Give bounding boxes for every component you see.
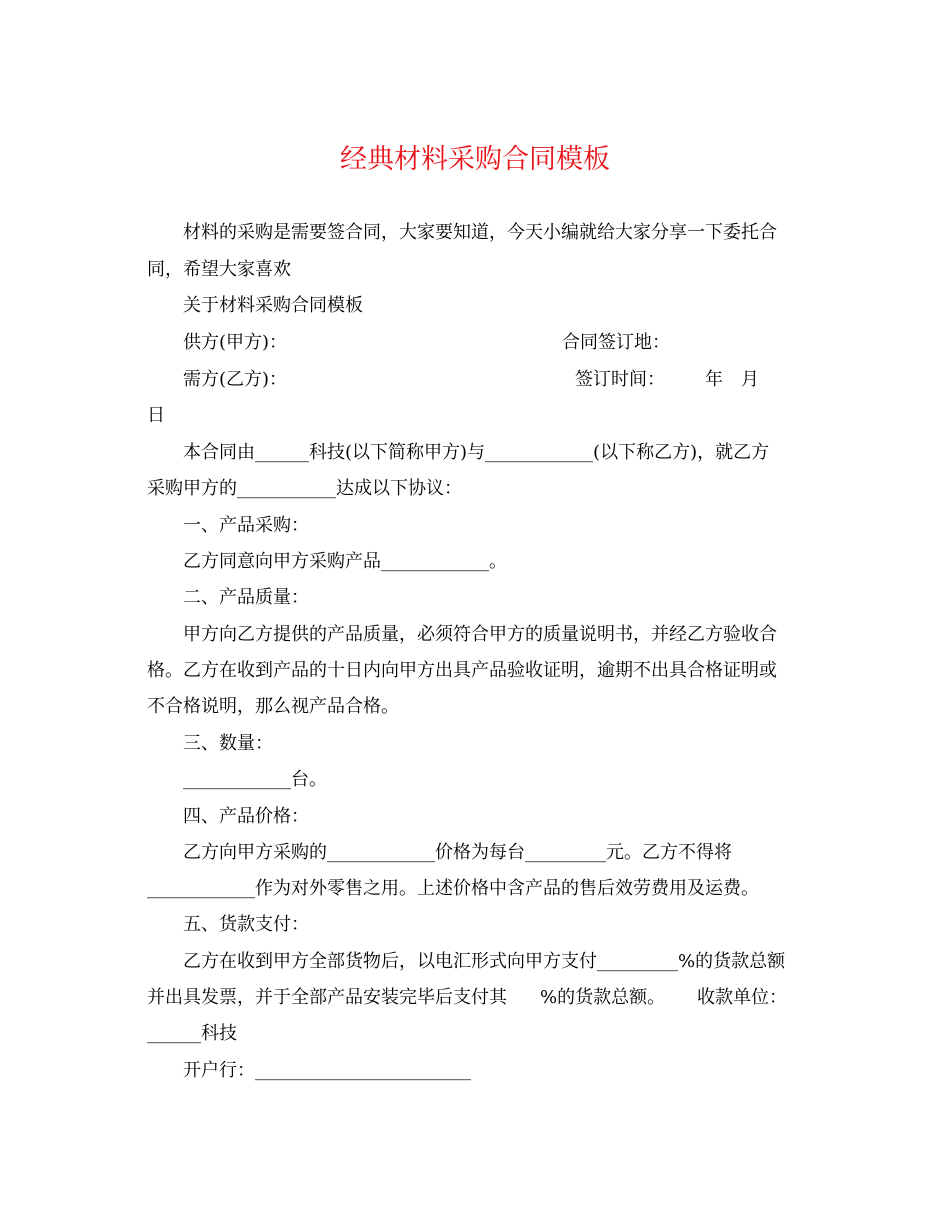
document-title: 经典材料采购合同模板 bbox=[340, 144, 610, 175]
month-label: 月 bbox=[741, 369, 759, 390]
section-2-heading: 二、产品质量： bbox=[183, 587, 309, 608]
section-3-heading: 三、数量： bbox=[183, 733, 273, 754]
section-4-heading: 四、产品价格： bbox=[183, 806, 309, 827]
section-1-heading: 一、产品采购： bbox=[183, 515, 309, 536]
preamble-line-1: 本合同由______科技(以下简称甲方)与____________(以下称乙方)，就乙方 bbox=[183, 442, 770, 463]
section-2-body-2: 格。乙方在收到产品的十日内向甲方出具产品验收证明，逾期不出具合格证明或 bbox=[147, 660, 777, 681]
buyer-label: 需方(乙方)： bbox=[183, 369, 288, 390]
supplier-label: 供方(甲方)： bbox=[183, 332, 288, 353]
section-4-body-1: 乙方向甲方采购的____________价格为每台_________元。乙方不得将 bbox=[183, 842, 732, 863]
year-label: 年 bbox=[705, 369, 723, 390]
payee-label: 收款单位： bbox=[697, 987, 787, 1008]
section-2-body-3: 不合格说明，那么视产品合格。 bbox=[147, 696, 399, 717]
section-5-body-2: 并出具发票，并于全部产品安装完毕后支付其 bbox=[147, 987, 507, 1008]
section-5-body-1: 乙方在收到甲方全部货物后，以电汇形式向甲方支付_________%的货款总额 bbox=[183, 951, 786, 972]
section-5-body-2b: %的货款总额。 bbox=[540, 987, 666, 1008]
sign-place-label: 合同签订地： bbox=[562, 332, 670, 353]
section-2-body-1: 甲方向乙方提供的产品质量，必须符合甲方的质量说明书，并经乙方验收合 bbox=[183, 624, 777, 645]
section-1-body: 乙方同意向甲方采购产品____________。 bbox=[183, 551, 507, 572]
day-label: 日 bbox=[147, 405, 165, 426]
section-3-body: ____________台。 bbox=[183, 769, 327, 790]
intro-line-1: 材料的采购是需要签合同，大家要知道，今天小编就给大家分享一下委托合 bbox=[183, 222, 777, 243]
section-5-body-3: ______科技 bbox=[147, 1023, 237, 1044]
section-4-body-2: ____________作为对外零售之用。上述价格中含产品的售后效劳费用及运费。 bbox=[147, 878, 759, 899]
section-5-heading: 五、货款支付： bbox=[183, 914, 309, 935]
subtitle: 关于材料采购合同模板 bbox=[183, 295, 363, 316]
sign-time-label: 签订时间： bbox=[575, 369, 665, 390]
bank-label: 开户行：________________________ bbox=[183, 1060, 471, 1081]
preamble-line-2: 采购甲方的___________达成以下协议： bbox=[147, 478, 462, 499]
intro-line-2: 同，希望大家喜欢 bbox=[147, 259, 291, 280]
